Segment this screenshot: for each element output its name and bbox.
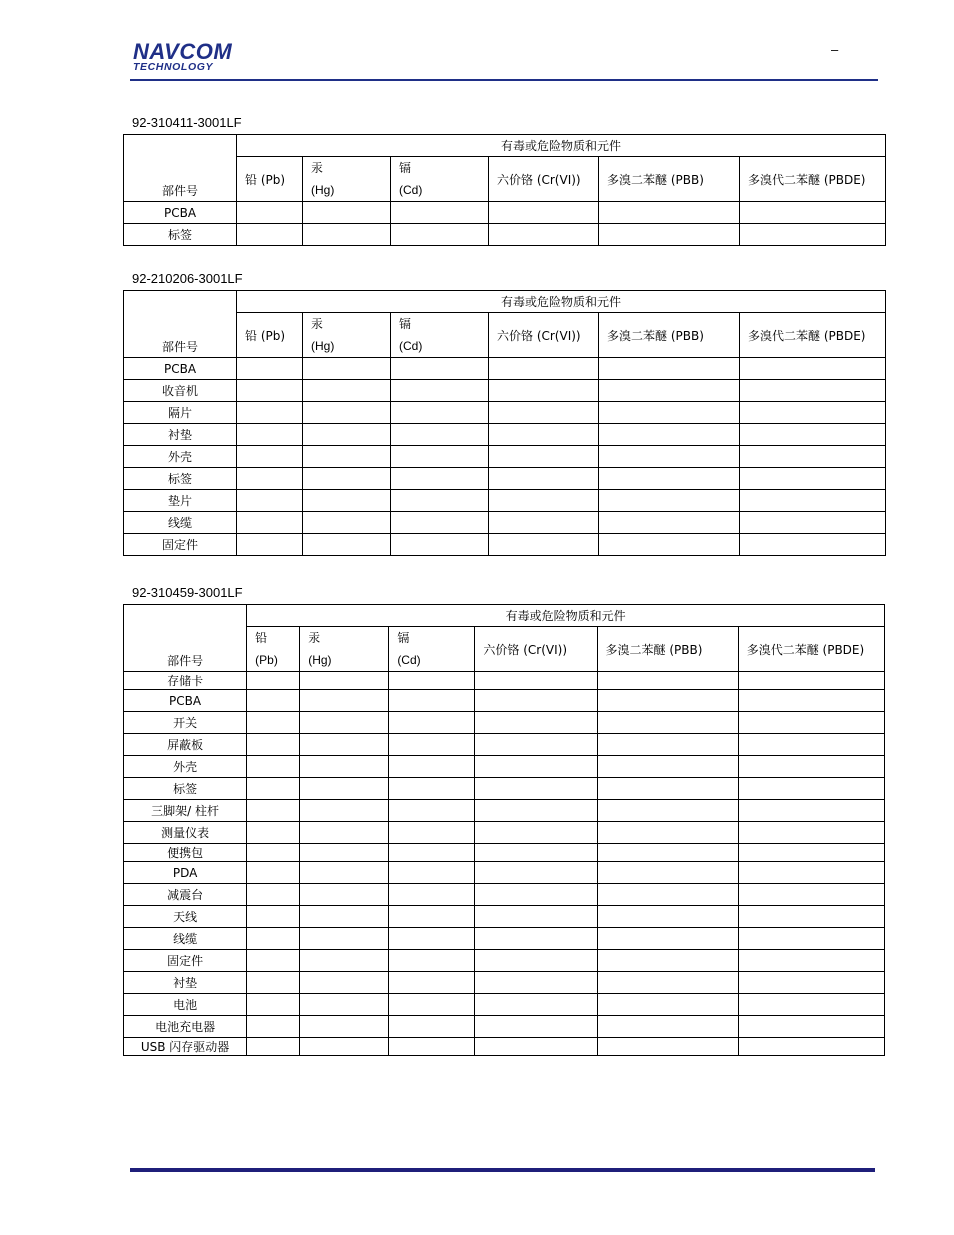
- empty-cell: [300, 906, 389, 928]
- empty-cell: [300, 862, 389, 884]
- part-name-cell: 开关: [124, 712, 247, 734]
- empty-cell: [475, 756, 597, 778]
- table-row: [124, 1016, 885, 1038]
- empty-cell: [597, 844, 738, 862]
- empty-cell: [597, 994, 738, 1016]
- empty-cell: [247, 994, 300, 1016]
- col-cr: 六价铬 (Cr(VI)): [475, 627, 597, 672]
- empty-cell: [300, 778, 389, 800]
- part-name-cell: 收音机: [124, 380, 237, 402]
- empty-cell: [740, 402, 886, 424]
- empty-cell: [475, 1038, 597, 1056]
- empty-cell: [300, 950, 389, 972]
- empty-cell: [303, 380, 391, 402]
- empty-cell: [738, 690, 884, 712]
- empty-cell: [599, 224, 740, 246]
- empty-cell: [475, 778, 597, 800]
- empty-cell: [475, 672, 597, 690]
- empty-cell: [247, 844, 300, 862]
- table-row: [124, 778, 885, 800]
- empty-cell: [247, 884, 300, 906]
- empty-cell: [300, 972, 389, 994]
- hazard-table-2: [123, 290, 886, 556]
- part-name-cell: USB 闪存驱动器: [124, 1038, 247, 1056]
- empty-cell: [237, 224, 303, 246]
- part-name-cell: 外壳: [124, 446, 237, 468]
- empty-cell: [475, 884, 597, 906]
- hazard-table-1: [123, 134, 886, 246]
- part-name-cell: 固定件: [124, 534, 237, 556]
- empty-cell: [300, 928, 389, 950]
- empty-cell: [391, 490, 489, 512]
- empty-cell: [489, 424, 599, 446]
- table-row: [124, 734, 885, 756]
- empty-cell: [597, 1038, 738, 1056]
- empty-cell: [597, 906, 738, 928]
- col-hg: 汞 (Hg): [300, 627, 389, 672]
- empty-cell: [475, 844, 597, 862]
- empty-cell: [389, 972, 475, 994]
- empty-cell: [740, 512, 886, 534]
- col-cd: 镉 (Cd): [391, 157, 489, 202]
- empty-cell: [738, 800, 884, 822]
- header-rule: [130, 79, 878, 81]
- empty-cell: [738, 1038, 884, 1056]
- col-pbde: 多溴代二苯醚 (PBDE): [738, 627, 884, 672]
- empty-cell: [475, 928, 597, 950]
- col-cd: 镉 (Cd): [391, 313, 489, 358]
- col-pbb: 多溴二苯醚 (PBB): [597, 627, 738, 672]
- empty-cell: [738, 672, 884, 690]
- empty-cell: [489, 224, 599, 246]
- table-row: [124, 906, 885, 928]
- empty-cell: [740, 224, 886, 246]
- part-name-cell: PDA: [124, 862, 247, 884]
- empty-cell: [475, 994, 597, 1016]
- empty-cell: [740, 202, 886, 224]
- empty-cell: [738, 862, 884, 884]
- logo-subtitle: TECHNOLOGY: [133, 61, 214, 73]
- empty-cell: [489, 380, 599, 402]
- empty-cell: [389, 756, 475, 778]
- table-row: [124, 822, 885, 844]
- empty-cell: [247, 1016, 300, 1038]
- part-name-cell: 便携包: [124, 844, 247, 862]
- part-number-label: 92-210206-3001LF: [132, 271, 243, 286]
- part-name-cell: 外壳: [124, 756, 247, 778]
- empty-cell: [391, 512, 489, 534]
- empty-cell: [237, 534, 303, 556]
- table-row: [124, 928, 885, 950]
- empty-cell: [303, 224, 391, 246]
- part-number-label: 92-310459-3001LF: [132, 585, 243, 600]
- empty-cell: [597, 712, 738, 734]
- empty-cell: [738, 712, 884, 734]
- empty-cell: [237, 512, 303, 534]
- empty-cell: [489, 468, 599, 490]
- empty-cell: [300, 800, 389, 822]
- empty-cell: [391, 380, 489, 402]
- empty-cell: [389, 994, 475, 1016]
- empty-cell: [475, 800, 597, 822]
- empty-cell: [391, 224, 489, 246]
- empty-cell: [247, 778, 300, 800]
- part-name-cell: 固定件: [124, 950, 247, 972]
- empty-cell: [475, 950, 597, 972]
- empty-cell: [475, 712, 597, 734]
- table-row: [124, 1038, 885, 1056]
- empty-cell: [599, 468, 740, 490]
- empty-cell: [391, 468, 489, 490]
- empty-cell: [738, 884, 884, 906]
- empty-cell: [489, 490, 599, 512]
- empty-cell: [237, 468, 303, 490]
- empty-cell: [738, 950, 884, 972]
- empty-cell: [599, 446, 740, 468]
- col-pb: 铅 (Pb): [247, 627, 300, 672]
- empty-cell: [738, 928, 884, 950]
- table-row: [124, 672, 885, 690]
- table-row: [124, 224, 886, 246]
- empty-cell: [303, 402, 391, 424]
- empty-cell: [738, 994, 884, 1016]
- empty-cell: [303, 534, 391, 556]
- empty-cell: [389, 778, 475, 800]
- empty-cell: [247, 672, 300, 690]
- empty-cell: [740, 358, 886, 380]
- empty-cell: [247, 756, 300, 778]
- empty-cell: [389, 734, 475, 756]
- empty-cell: [738, 844, 884, 862]
- col-cr: 六价铬 (Cr(VI)): [489, 157, 599, 202]
- empty-cell: [740, 446, 886, 468]
- empty-cell: [303, 424, 391, 446]
- empty-cell: [247, 800, 300, 822]
- empty-cell: [738, 756, 884, 778]
- empty-cell: [597, 756, 738, 778]
- empty-cell: [247, 950, 300, 972]
- empty-cell: [303, 202, 391, 224]
- empty-cell: [597, 778, 738, 800]
- empty-cell: [740, 380, 886, 402]
- empty-cell: [389, 1038, 475, 1056]
- empty-cell: [599, 358, 740, 380]
- col-cd: 镉 (Cd): [389, 627, 475, 672]
- col-pbb: 多溴二苯醚 (PBB): [599, 157, 740, 202]
- empty-cell: [597, 690, 738, 712]
- empty-cell: [389, 690, 475, 712]
- part-name-cell: PCBA: [124, 690, 247, 712]
- col-pbde: 多溴代二苯醚 (PBDE): [740, 313, 886, 358]
- empty-cell: [303, 358, 391, 380]
- empty-cell: [303, 446, 391, 468]
- table-row: [124, 712, 885, 734]
- empty-cell: [389, 712, 475, 734]
- table-row: [124, 358, 886, 380]
- empty-cell: [247, 822, 300, 844]
- empty-cell: [489, 402, 599, 424]
- empty-cell: [740, 534, 886, 556]
- hazard-title: 有毒或危险物质和元件: [237, 291, 886, 313]
- empty-cell: [237, 402, 303, 424]
- part-name-cell: 线缆: [124, 928, 247, 950]
- empty-cell: [389, 844, 475, 862]
- empty-cell: [597, 950, 738, 972]
- empty-cell: [247, 862, 300, 884]
- part-name-cell: 线缆: [124, 512, 237, 534]
- part-name-cell: PCBA: [124, 202, 237, 224]
- empty-cell: [237, 202, 303, 224]
- part-number-label: 92-310411-3001LF: [132, 115, 242, 130]
- empty-cell: [303, 512, 391, 534]
- empty-cell: [391, 534, 489, 556]
- part-name-cell: 减震台: [124, 884, 247, 906]
- table-row: [124, 756, 885, 778]
- empty-cell: [247, 906, 300, 928]
- col-pbb: 多溴二苯醚 (PBB): [599, 313, 740, 358]
- table-row: [124, 534, 886, 556]
- table-row: [124, 402, 886, 424]
- part-name-cell: 电池充电器: [124, 1016, 247, 1038]
- empty-cell: [237, 490, 303, 512]
- part-name-cell: 电池: [124, 994, 247, 1016]
- part-name-cell: 标签: [124, 224, 237, 246]
- part-name-cell: 测量仪表: [124, 822, 247, 844]
- col-pbde: 多溴代二苯醚 (PBDE): [740, 157, 886, 202]
- empty-cell: [599, 380, 740, 402]
- empty-cell: [738, 972, 884, 994]
- empty-cell: [489, 202, 599, 224]
- empty-cell: [599, 534, 740, 556]
- table-row: [124, 950, 885, 972]
- empty-cell: [597, 928, 738, 950]
- empty-cell: [738, 734, 884, 756]
- col-hg: 汞 (Hg): [303, 313, 391, 358]
- empty-cell: [303, 468, 391, 490]
- navcom-logo: [133, 39, 255, 73]
- empty-cell: [599, 490, 740, 512]
- empty-cell: [300, 1016, 389, 1038]
- empty-cell: [475, 906, 597, 928]
- col-pb: 铅 (Pb): [237, 313, 303, 358]
- table-row: [124, 862, 885, 884]
- empty-cell: [475, 1016, 597, 1038]
- table-row: [124, 380, 886, 402]
- hazard-table-3: [123, 604, 885, 1056]
- part-name-cell: 垫片: [124, 490, 237, 512]
- empty-cell: [391, 358, 489, 380]
- empty-cell: [389, 672, 475, 690]
- table-row: [124, 446, 886, 468]
- empty-cell: [247, 928, 300, 950]
- empty-cell: [247, 734, 300, 756]
- part-name-cell: 衬垫: [124, 424, 237, 446]
- part-name-cell: 存储卡: [124, 672, 247, 690]
- empty-cell: [300, 712, 389, 734]
- empty-cell: [391, 446, 489, 468]
- empty-cell: [597, 1016, 738, 1038]
- empty-cell: [247, 712, 300, 734]
- empty-cell: [391, 402, 489, 424]
- empty-cell: [597, 800, 738, 822]
- empty-cell: [489, 534, 599, 556]
- part-name-cell: 天线: [124, 906, 247, 928]
- empty-cell: [247, 690, 300, 712]
- footer-rule: [130, 1168, 875, 1172]
- col-pb: 铅 (Pb): [237, 157, 303, 202]
- part-name-cell: 标签: [124, 468, 237, 490]
- empty-cell: [599, 402, 740, 424]
- empty-cell: [489, 446, 599, 468]
- part-name-cell: 衬垫: [124, 972, 247, 994]
- empty-cell: [475, 972, 597, 994]
- table-row: [124, 512, 886, 534]
- empty-cell: [391, 424, 489, 446]
- empty-cell: [597, 822, 738, 844]
- empty-cell: [237, 424, 303, 446]
- empty-cell: [389, 906, 475, 928]
- col-hg: 汞 (Hg): [303, 157, 391, 202]
- col-cr: 六价铬 (Cr(VI)): [489, 313, 599, 358]
- empty-cell: [300, 1038, 389, 1056]
- empty-cell: [599, 512, 740, 534]
- part-name-cell: 隔片: [124, 402, 237, 424]
- empty-cell: [389, 862, 475, 884]
- table-row: [124, 202, 886, 224]
- table-row: [124, 424, 886, 446]
- table-row: [124, 972, 885, 994]
- empty-cell: [597, 884, 738, 906]
- empty-cell: [247, 1038, 300, 1056]
- table-row: [124, 690, 885, 712]
- empty-cell: [303, 490, 391, 512]
- page-marker: –: [831, 42, 839, 57]
- empty-cell: [597, 734, 738, 756]
- logo-wordmark: NAVCOM: [133, 39, 233, 64]
- part-no-header: 部件号: [124, 291, 237, 358]
- empty-cell: [597, 862, 738, 884]
- part-no-header: 部件号: [124, 135, 237, 202]
- empty-cell: [389, 884, 475, 906]
- empty-cell: [599, 424, 740, 446]
- empty-cell: [740, 490, 886, 512]
- empty-cell: [475, 822, 597, 844]
- empty-cell: [300, 844, 389, 862]
- empty-cell: [489, 512, 599, 534]
- part-name-cell: 三脚架/ 柱杆: [124, 800, 247, 822]
- empty-cell: [599, 202, 740, 224]
- part-name-cell: 屏蔽板: [124, 734, 247, 756]
- table-row: [124, 800, 885, 822]
- empty-cell: [237, 380, 303, 402]
- part-name-cell: PCBA: [124, 358, 237, 380]
- empty-cell: [740, 424, 886, 446]
- empty-cell: [389, 1016, 475, 1038]
- empty-cell: [738, 906, 884, 928]
- table-row: [124, 844, 885, 862]
- empty-cell: [475, 862, 597, 884]
- empty-cell: [237, 358, 303, 380]
- hazard-title: 有毒或危险物质和元件: [247, 605, 885, 627]
- empty-cell: [389, 950, 475, 972]
- empty-cell: [300, 690, 389, 712]
- empty-cell: [391, 202, 489, 224]
- empty-cell: [237, 446, 303, 468]
- empty-cell: [489, 358, 599, 380]
- empty-cell: [300, 672, 389, 690]
- table-row: [124, 490, 886, 512]
- empty-cell: [738, 778, 884, 800]
- empty-cell: [389, 800, 475, 822]
- part-no-header: 部件号: [124, 605, 247, 672]
- empty-cell: [740, 468, 886, 490]
- empty-cell: [738, 822, 884, 844]
- empty-cell: [389, 928, 475, 950]
- empty-cell: [738, 1016, 884, 1038]
- empty-cell: [300, 756, 389, 778]
- empty-cell: [475, 690, 597, 712]
- empty-cell: [300, 994, 389, 1016]
- part-name-cell: 标签: [124, 778, 247, 800]
- empty-cell: [300, 734, 389, 756]
- empty-cell: [389, 822, 475, 844]
- hazard-title: 有毒或危险物质和元件: [237, 135, 886, 157]
- empty-cell: [247, 972, 300, 994]
- empty-cell: [597, 672, 738, 690]
- table-row: [124, 468, 886, 490]
- empty-cell: [300, 822, 389, 844]
- empty-cell: [475, 734, 597, 756]
- empty-cell: [300, 884, 389, 906]
- table-row: [124, 994, 885, 1016]
- table-row: [124, 884, 885, 906]
- empty-cell: [597, 972, 738, 994]
